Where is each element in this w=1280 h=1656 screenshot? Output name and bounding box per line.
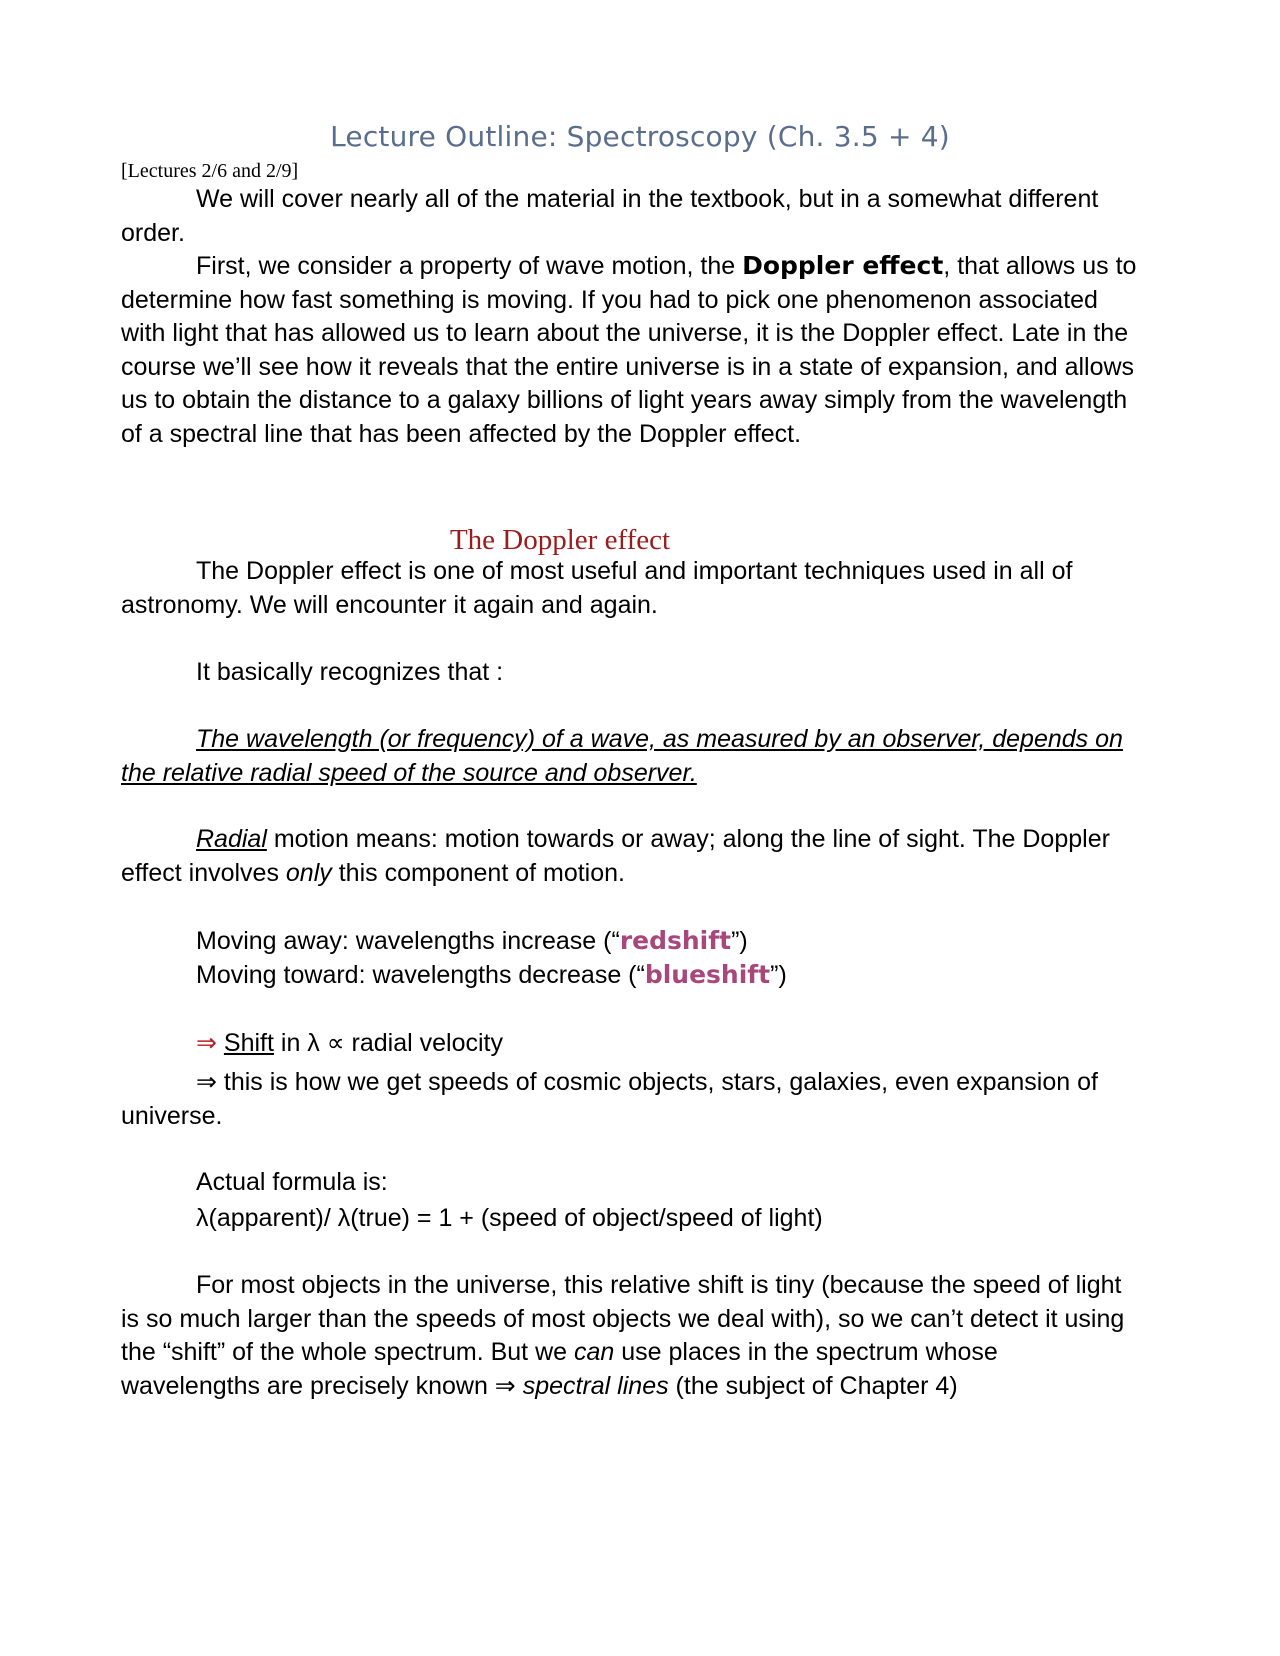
blueshift-line: Moving toward: wavelengths decrease (“blueshift”) <box>196 960 787 989</box>
redshift-term: redshift <box>619 926 732 955</box>
shift-proportional-line: ⇒ Shift in λ ∝ radial velocity <box>196 1029 503 1057</box>
doppler-term: Doppler effect <box>742 251 944 280</box>
intro-paragraph-2: First, we consider a property of wave motion, the Doppler effect, that allows us to determine how fast something is moving. If you had to pick one phenomenon associated with light that has allowed us to learn about the universe, it is the Doppler effect. Late in the course we’ll see how it reveals that the entire universe is in a state of expansion, and allows us to obtain the distance to a galaxy billions of light years away simply from the wavelength of a spectral line that has been affected by the Doppler effect. <box>121 251 1137 448</box>
radial-motion-paragraph: Radial motion means: motion towards or away; along the line of sight. The Doppler effect involves only this component of motion. <box>121 825 1110 887</box>
intro-paragraph-1: We will cover nearly all of the material in the textbook, but in a somewhat different order. <box>121 185 1099 247</box>
final-paragraph: For most objects in the universe, this relative shift is tiny (because the speed of light is so much larger than the speeds of most objects we deal with), so we can’t detect it using the “shift” of the whole spectrum. But we can use places in the spectrum whose wavelengths are precisely known ⇒ spectral lines (the subject of Chapter 4) <box>121 1271 1125 1400</box>
section-paragraph-1: The Doppler effect is one of most useful and important techniques used in all of astronomy. We will encounter it again and again. <box>121 557 1073 619</box>
formula-label: Actual formula is: <box>196 1168 388 1196</box>
implies-arrow-icon: ⇒ <box>196 1029 224 1057</box>
doppler-definition: The wavelength (or frequency) of a wave, as measured by an observer, depends on the relative radial speed of the source and observer. <box>121 725 1123 787</box>
blueshift-term: blueshift <box>644 960 771 989</box>
speeds-paragraph: ⇒ this is how we get speeds of cosmic objects, stars, galaxies, even expansion of universe. <box>121 1068 1098 1130</box>
lecture-dates: [Lectures 2/6 and 2/9] <box>121 160 299 182</box>
page-title: Lecture Outline: Spectroscopy (Ch. 3.5 + 4) <box>330 120 950 153</box>
section-paragraph-2: It basically recognizes that : <box>196 658 504 686</box>
section-heading: The Doppler effect <box>449 524 671 556</box>
redshift-line: Moving away: wavelengths increase (“redshift”) <box>196 926 748 955</box>
doppler-formula: λ(apparent)/ λ(true) = 1 + (speed of object/speed of light) <box>196 1204 823 1232</box>
